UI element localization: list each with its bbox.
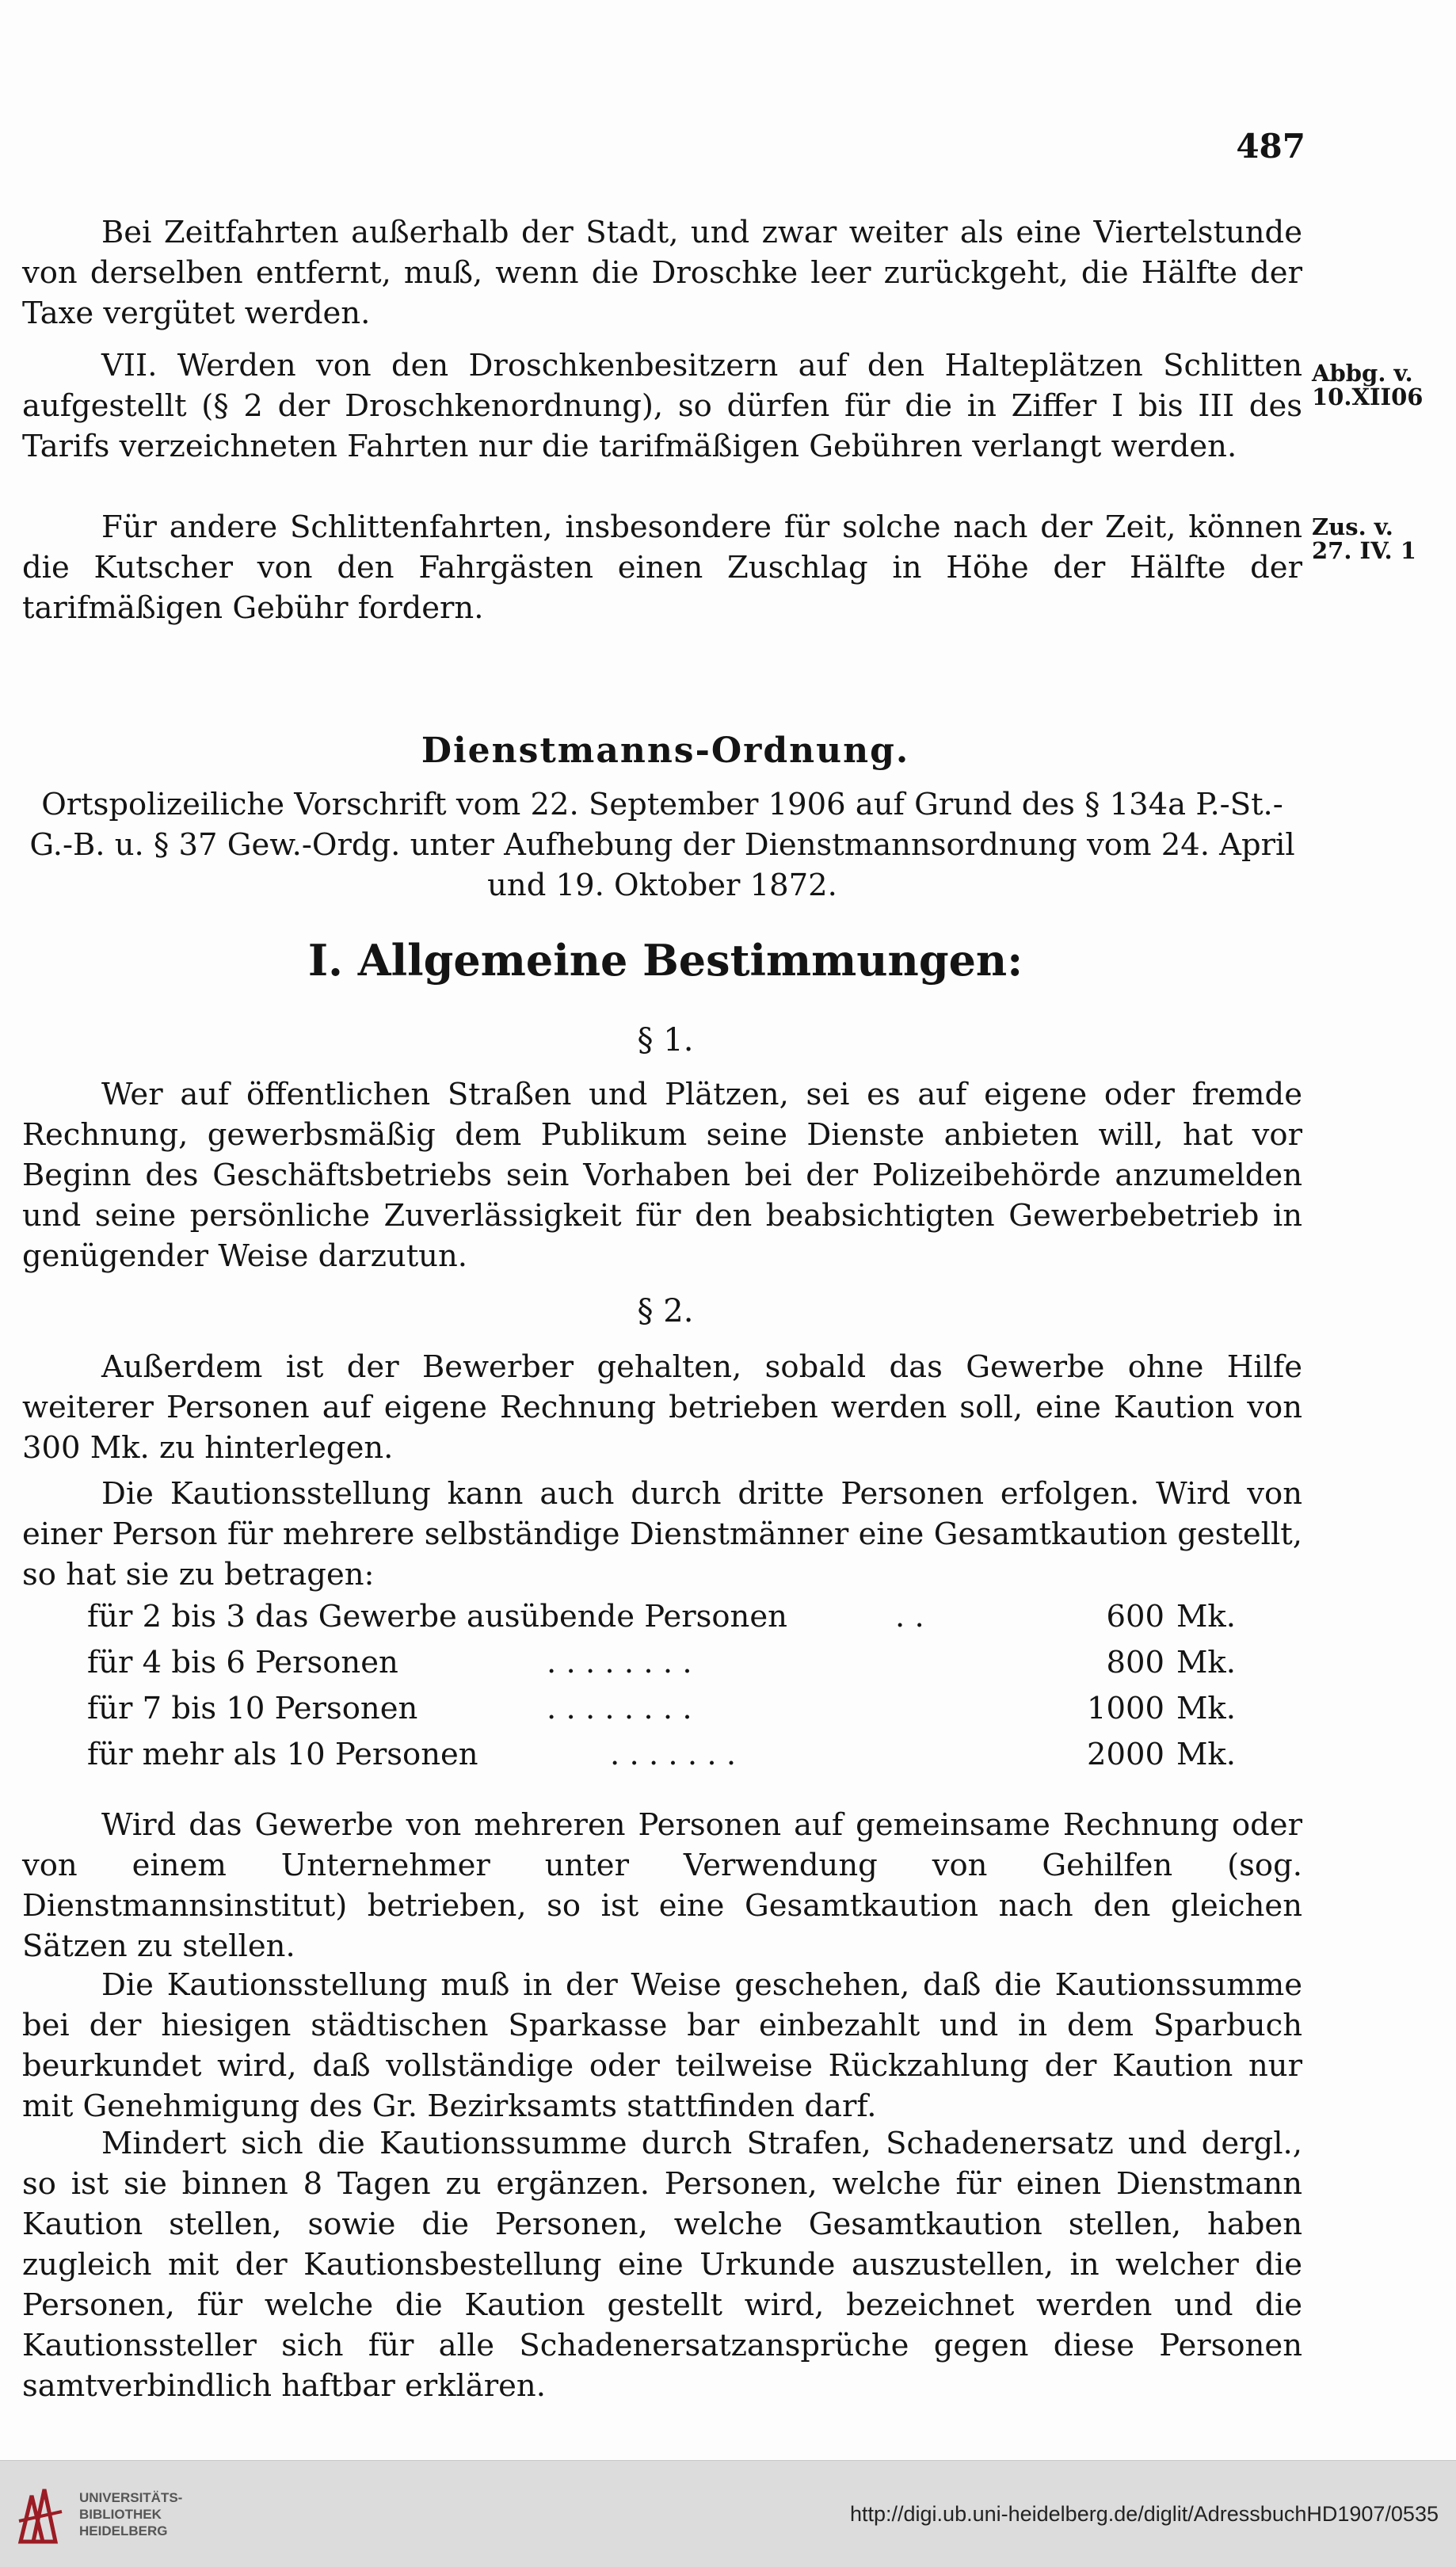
page-number: 487 bbox=[1236, 127, 1305, 166]
fee-row bbox=[87, 1691, 1236, 1737]
margin-note-amendment: Abbg. v. 10.XII06 bbox=[1312, 360, 1424, 410]
ordnung-subtitle-block bbox=[22, 784, 1302, 906]
section-vii-block bbox=[22, 345, 1302, 467]
library-name-line-1: UNIVERSITÄTS- bbox=[79, 2490, 183, 2505]
fee-dots: . . . . . . . bbox=[610, 1737, 737, 1772]
library-name-line-2: BIBLIOTHEK bbox=[79, 2507, 162, 2522]
intro-paragraph: Bei Zeitfahrten außerhalb der Stadt, und zwar weiter als eine Viertelstunde von derselben entfernt, muß, wenn die Droschke leer zurückgeht, die Hälfte der Taxe vergütet werden. bbox=[22, 215, 1302, 331]
schlitten-paragraph: Für andere Schlittenfahrten, insbesondere für solche nach der Zeit, können die Kutscher von den Fahrgästen einen Zuschlag in Höhe der Hälfte der tarifmäßigen Gebühr fordern. bbox=[22, 509, 1302, 626]
paragraph-2-mark: § 2. bbox=[637, 1293, 694, 1329]
fee-row bbox=[87, 1737, 1236, 1783]
paragraph-2-text-1: Außerdem ist der Bewerber gehalten, sobald das Gewerbe ohne Hilfe weiterer Personen auf eigene Rechnung betrieben werden soll, eine Kaution von 300 Mk. zu hinterlegen. bbox=[22, 1349, 1302, 1466]
fee-row bbox=[87, 1599, 1236, 1645]
paragraph-2-text-4: Die Kautionsstellung muß in der Weise geschehen, daß die Kautionssumme bei der hiesigen städtischen Sparkasse bar einbezahlt und in dem Sparbuch beurkundet wird, daß vollständige oder teilweise Rückzahlung der Kaution nur mit Genehmigung des Gr. Bezirksamts stattfinden darf. bbox=[22, 1967, 1302, 2124]
fee-label: für 2 bis 3 das Gewerbe ausübende Personen bbox=[87, 1599, 787, 1634]
margin-note-addition: Zus. v. 27. IV. 1 bbox=[1312, 513, 1416, 564]
fee-amount: 800 bbox=[1106, 1645, 1164, 1680]
paragraph-2-text-5: Mindert sich die Kautionssumme durch Strafen, Schadenersatz und dergl., so ist sie binnen 8 Tagen zu ergänzen. Personen, welche für einen Dienstmann Kaution stellen, sowie die Personen, welche Gesamtkaution stellen, haben zugleich mit der Kautionsbestellung eine Urkunde auszustellen, in welcher die Personen, für welche die Kaution gestellt wird, bezeichnet werden und die Kautionssteller sich für alle Schadenersatzansprüche gegen diese Personen samtverbindlich haftbar erklären. bbox=[22, 2126, 1302, 2404]
paragraph-2-block-e bbox=[22, 2123, 1302, 2406]
section-vii-paragraph: VII. Werden von den Droschkenbesitzern auf den Halteplätzen Schlitten aufgestellt (§ 2 der Droschkenordnung), so dürfen für die in Ziffer I bis III des Tarifs verzeichneten Fahrten nur die tarifmäßigen Gebühren verlangt werden. bbox=[22, 348, 1302, 464]
intro-block bbox=[22, 212, 1302, 334]
paragraph-2-text-2: Die Kautionsstellung kann auch durch dritte Personen erfolgen. Wird von einer Person für mehrere selbständige Dienstmänner eine Gesamtkaution gestellt, so hat sie zu betragen: bbox=[22, 1476, 1302, 1592]
kaution-fee-table bbox=[87, 1599, 1236, 1783]
fee-dots: . . . . . . . . bbox=[547, 1691, 692, 1726]
fee-unit: Mk. bbox=[1176, 1737, 1236, 1772]
library-footer bbox=[0, 2460, 1456, 2567]
schlitten-block bbox=[22, 507, 1302, 628]
paragraph-2-block-d bbox=[22, 1965, 1302, 2126]
fee-label: für 4 bis 6 Personen bbox=[87, 1645, 398, 1680]
fee-amount: 1000 bbox=[1087, 1691, 1164, 1726]
paragraph-1-text: Wer auf öffentlichen Straßen und Plätzen, sei es auf eigene oder fremde Rechnung, gewerbsmäßig dem Publikum seine Dienste anbieten will, hat vor Beginn des Geschäftsbetriebs sein Vorhaben bei der Polizeibehörde anzumelden und seine persönliche Zuverlässigkeit für den beabsichtigten Gewerbebetrieb in genügender Weise darzutun. bbox=[22, 1077, 1302, 1274]
fee-amount: 600 bbox=[1106, 1599, 1164, 1634]
fee-unit: Mk. bbox=[1176, 1645, 1236, 1680]
ordnung-subtitle: Ortspolizeiliche Vorschrift vom 22. September 1906 auf Grund des § 134a P.-St.-G.-B. u. § 37 Gew.-Ordg. unter Aufhebung der Dienstmannsordnung vom 24. April und 19. Oktober 1872. bbox=[29, 787, 1295, 903]
ub-heidelberg-logo-icon[interactable] bbox=[16, 2480, 65, 2548]
paragraph-1-block bbox=[22, 1074, 1302, 1276]
fee-label: für 7 bis 10 Personen bbox=[87, 1691, 418, 1726]
paragraph-2-text-3: Wird das Gewerbe von mehreren Personen auf gemeinsame Rechnung oder von einem Unternehmer unter Verwendung von Gehilfen (sog. Dienstmannsinstitut) betrieben, so ist eine Gesamtkaution nach den gleichen Sätzen zu stellen. bbox=[22, 1807, 1302, 1964]
fee-row bbox=[87, 1645, 1236, 1691]
paragraph-1-mark: § 1. bbox=[637, 1022, 694, 1058]
fee-dots: . . bbox=[895, 1599, 924, 1634]
fee-unit: Mk. bbox=[1176, 1691, 1236, 1726]
section-title: I. Allgemeine Bestimmungen: bbox=[307, 935, 1023, 986]
paragraph-2-block-b bbox=[22, 1474, 1302, 1595]
fee-unit: Mk. bbox=[1176, 1599, 1236, 1634]
fee-label: für mehr als 10 Personen bbox=[87, 1737, 478, 1772]
library-name-line-3: HEIDELBERG bbox=[79, 2523, 168, 2538]
permalink bbox=[850, 2502, 1439, 2527]
library-name[interactable] bbox=[79, 2489, 182, 2539]
permalink-link[interactable]: http://digi.ub.uni-heidelberg.de/diglit/AdressbuchHD1907/0535 bbox=[849, 2502, 1439, 2526]
ordnung-title: Dienstmanns-Ordnung. bbox=[421, 730, 910, 771]
fee-dots: . . . . . . . . bbox=[547, 1645, 692, 1680]
fee-amount: 2000 bbox=[1087, 1737, 1164, 1772]
paragraph-2-block-a bbox=[22, 1347, 1302, 1468]
paragraph-2-block-c bbox=[22, 1805, 1302, 1966]
